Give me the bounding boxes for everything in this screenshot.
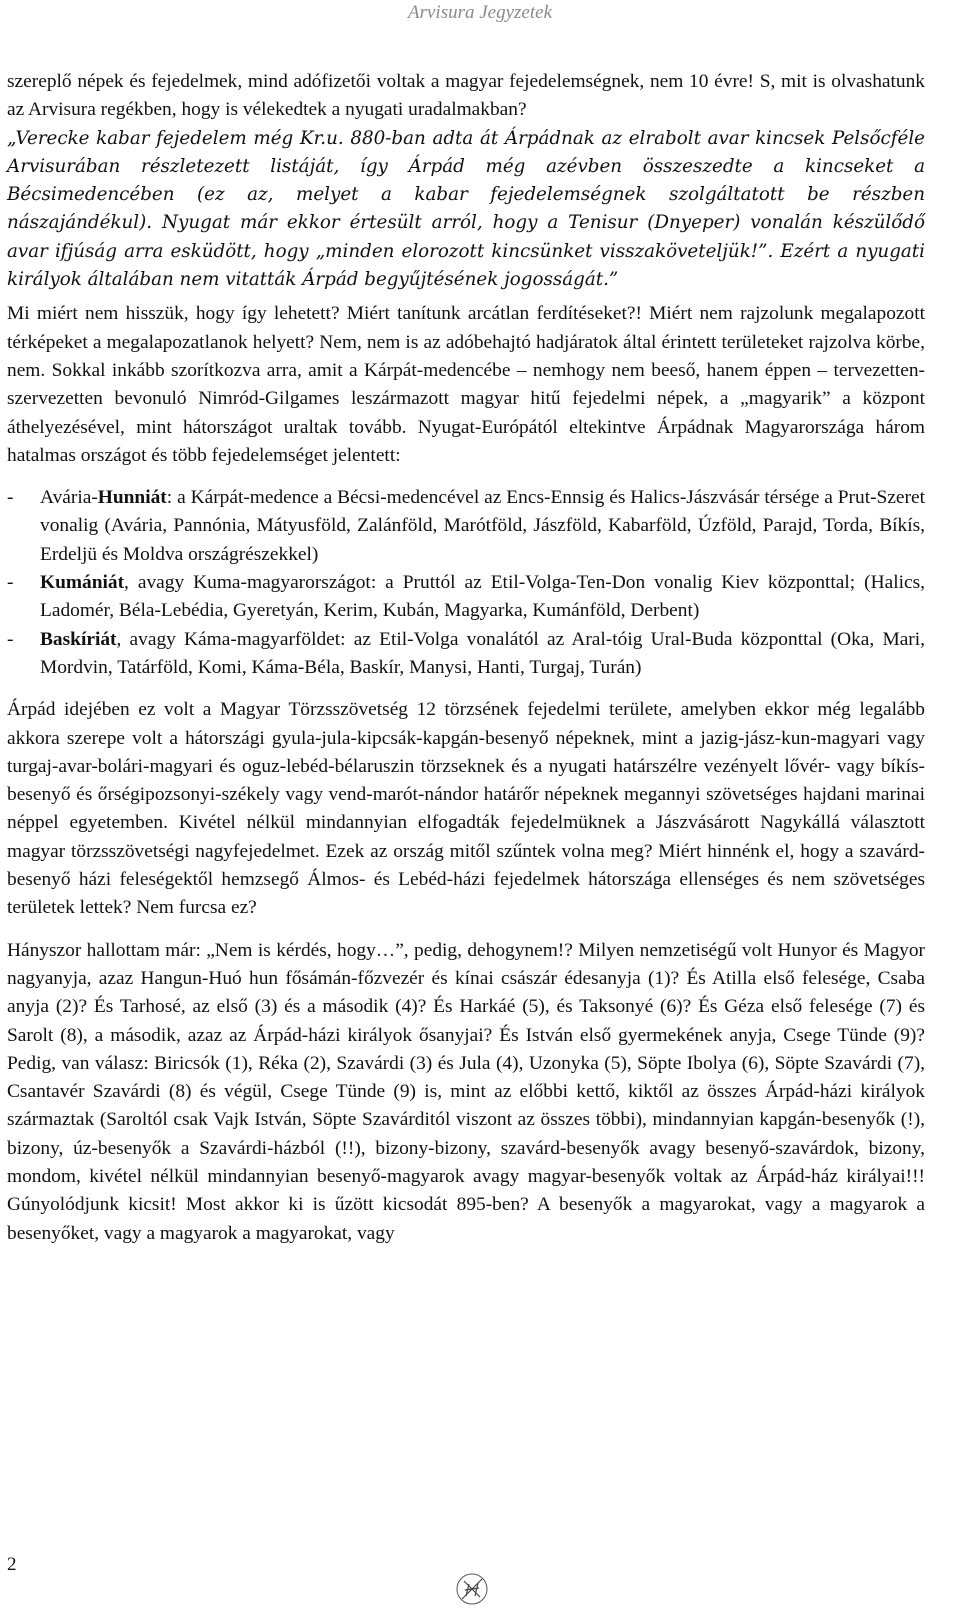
list-item — [7, 484, 925, 569]
paragraph-arpad: Árpád idejében ez volt a Magyar Törzsszövetség 12 törzsének fejedelmi területe, amelyben ekkor még legalább akkora szerepe volt a hátországi gyula-jula-kipcsák-kapgán-besenyő népeknek, mint a jazig-jász-kun-magyari vagy turgaj-avar-bolári-magyari és oguz-lebéd-bélaruszin törzseknek és a nyugati határszélre vezényelt lővér- vagy bíkís-besenyő és őrségipozsonyi-székely vagy vend-marót-nándor határőr népeknek megannyi szövetséges hajdani marinai néppel egyetemben. Kivétel nélkül mindannyian elfogadták fejedelmüknek a Jászvásárott Nagykállá választott magyar törzsszövetségi nagyfejedelmet. Ezek az ország mitől szűntek volna meg? Miért hinnénk el, hogy a szavárd-besenyő házi feleségektől hemzsegő Álmos- és Lebéd-házi fejedelmek hátországa ellenséges és nem szövetséges területek lettek? Nem furcsa ez? — [7, 699, 925, 919]
list-item-text: , avagy Kuma-magyarországot: a Pruttól az Etil-Volga-Ten-Don vonalig Kiev központtal; (Halics, Ladomér, Béla-Lebédia, Gyeretyán, Kerim, Kubán, Magyarka, Kumánföld, Derbent) — [40, 572, 925, 622]
list-item-prefix: Avária- — [40, 487, 98, 509]
country-list — [7, 484, 925, 682]
quote-verecke: „Verecke kabar fejedelem még Kr.u. 880-ban adta át Árpádnak az elrabolt avar kincsek Pelsőcféle Arvisurában részletezett listáját, így Árpád még azévben összeszedte a kincseket a Bécsimedencében (ez az, melyet a kabar fejedelemségnek szolgáltatott be részben nászajándékul). Nyugat már ekkor értesült arról, hogy a Tenisur (Dnyeper) vonalán készülődő avar ifjúság arra esküdött, hogy „minden elorozott kincsünket visszaköveteljük!”. Ezért a nyugati királyok általában nem vitatták Árpád begyűjtésének jogosságát.” — [7, 127, 925, 291]
list-dash: - — [7, 628, 14, 650]
paragraph-ancestry: Hányszor hallottam már: „Nem is kérdés, hogy…”, pedig, dehogynem!? Milyen nemzetiségű volt Hunyor és Magyor nagyanyja, azaz Hangun-Huó hun fősámán-főzvezér és kínai császár édesanyja (1)? És Atilla első felesége, Csaba anyja (2)? És Tarhosé, az első (3) és a második (4)? És Harkáé (5), és Taksonyé (6)? És Géza első felesége (7) és Sarolt (8), a második, azaz az Árpád-házi királyok ősanyjai? És István első gyermekének anyja, Csege Tünde (9)? Pedig, van válasz: Biricsók (1), Réka (2), Szavárdi (3) és Jula (4), Uzonyka (5), Söpte Ibolya (6), Söpte Szavárdi (7), Csantavér Szavárdi (8) és végül, Csege Tünde (9) is, mint az előbbi kettő, kiktől az összes Árpád-házi királyok származtak (Saroltól csak Vajk István, Söpte Szavárditól viszont az összes többi), mindannyian kapgán-besenyők (!), bizony, úz-besenyők a Szavárdi-házból (!!), bizony-bizony, szavárd-besenyők avagy besenyő-szavárdok, bizony, mondom, kivétel nélkül mindannyian besenyő-magyarok avagy magyar-besenyők voltak az Árpád-ház királyai!!! Gúnyolódjunk kicsit! Most akkor ki is űzött kicsodát 895-ben? A besenyők a magyarokat, vagy a magyarok a besenyőket, vagy a magyarok a magyarokat, vagy — [7, 939, 925, 1244]
list-item-keyword: Baskíriát — [40, 628, 117, 650]
paragraph-question: Mi miért nem hisszük, hogy így lehetett? Miért tanítunk arcátlan ferdítéseket?! Miért nem rajzolunk megalapozott térképeket a megalapozatlanok helyett? Nem, nem is az adóbehajtó hadjáratok által érintett területeket rajzolva körbe, nem. Sokkal inkább szorítkozva arra, amit a Kárpát-medencébe – nemhogy nem beeső, hanem éppen – tervezetten-szervezetten bevonuló Nimród-Gilgames leszármazott magyar hitű fejedelmi népek, a „magyarik” a központ áthelyezésével, mint hátországot uraltak tovább. Nyugat-Európától eltekintve Árpádnak Magyarországa három hatalmas országot és több fejedelemséget jelentett: — [7, 303, 925, 466]
list-dash: - — [7, 572, 14, 594]
list-item — [7, 626, 925, 683]
list-dash: - — [7, 487, 14, 509]
list-item-keyword: Kumániát — [40, 572, 125, 594]
body-text — [7, 68, 925, 1248]
list-item — [7, 569, 925, 626]
running-header: Arvisura Jegyzetek — [407, 2, 553, 23]
list-item-text: , avagy Káma-magyarföldet: az Etil-Volga vonalától az Aral-tóig Ural-Buda központtal (Oka, Mari, Mordvin, Tatárföld, Komi, Káma-Béla, Baskír, Manysi, Hanti, Turgaj, Turán) — [40, 628, 925, 678]
paragraph-intro: szereplő népek és fejedelmek, mind adófizetői voltak a magyar fejedelemségnek, nem 10 évre! S, mit is olvashatunk az Arvisura regékben, hogy is vélekedtek a nyugati uradalmakban? — [7, 71, 925, 121]
page-number: 2 — [7, 1554, 17, 1575]
rovas-emblem-icon — [455, 1572, 489, 1606]
list-item-keyword: Hunniát — [97, 487, 167, 509]
list-item-text: : a Kárpát-medence a Bécsi-medencével az Encs-Ennsig és Halics-Jászvásár térsége a Prut-Szeret vonalig (Avária, Pannónia, Mátyusföld, Zalánföld, Marótföld, Jászföld, Kabarföld, Úzföld, Parajd, Torda, Bíkís, Erdeljü és Moldva országrészekkel) — [40, 487, 925, 565]
